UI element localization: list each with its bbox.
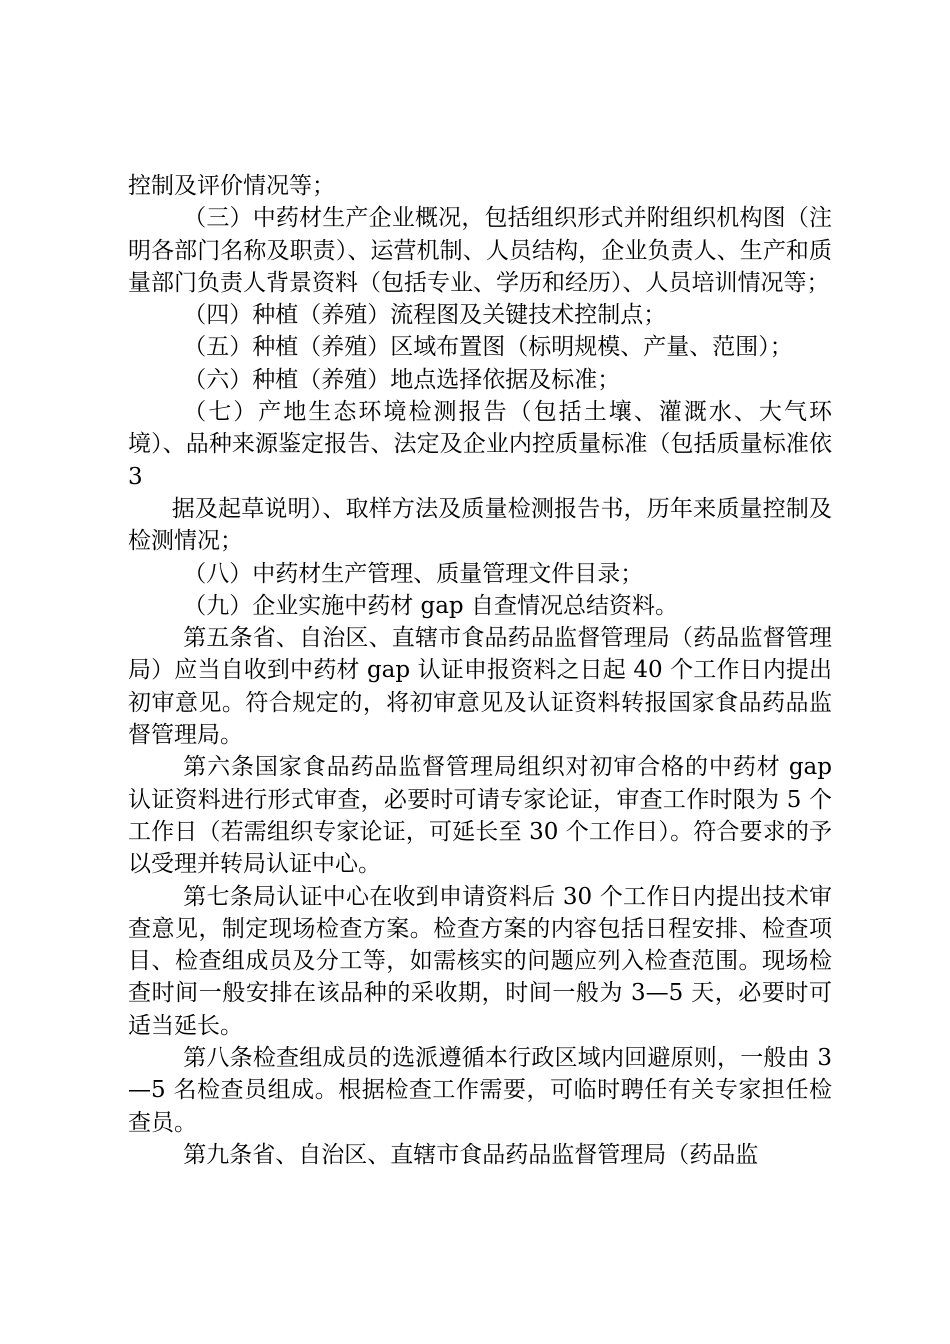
paragraph-item-5: （五）种植（养殖）区域布置图（标明规模、产量、范围）； — [183, 334, 793, 361]
paragraph-continuation: 控制及评价情况等； — [128, 173, 335, 199]
paragraph-item-7: （七）产地生态环境检测报告（包括土壤、灌溉水、大气环境）、品种来源鉴定报告、法定及企业内控质量标准（包括质量标准依 3 — [128, 399, 832, 490]
paragraph-article-7: 第七条局认证中心在收到申请资料后 30 个工作日内提出技术审查意见，制定现场检查方案。检查方案的内容包括日程安排、检查项目、检查组成员及分工等，如需核实的问题应列入检查范围。现场检查时间一般安排在该品种的采收期，时间一般为 3—5 天，必要时可适当延长。 — [128, 883, 832, 1039]
paragraph-item-7-continued: 据及起草说明）、取样方法及质量检测报告书，历年来质量控制及检测情况； — [128, 495, 832, 555]
paragraph-article-5: 第五条省、自治区、直辖市食品药品监督管理局（药品监督管理局）应当自收到中药材 gap 认证申报资料之日起 40 个工作日内提出初审意见。符合规定的，将初审意见及认证资料转报国家食品药品监督管理局。 — [128, 625, 832, 749]
paragraph-item-6: （六）种植（养殖）地点选择依据及标准； — [183, 366, 621, 393]
paragraph-item-3: （三）中药材生产企业概况，包括组织形式并附组织机构图（注明各部门名称及职责）、运营机制、人员结构，企业负责人、生产和质量部门负责人背景资料（包括专业、学历和经历）、人员培训情况等； — [128, 205, 832, 296]
paragraph-item-8: （八）中药材生产管理、质量管理文件目录； — [183, 560, 644, 587]
document-body — [128, 170, 832, 1171]
paragraph-item-9: （九）企业实施中药材 gap 自查情况总结资料。 — [183, 592, 678, 619]
paragraph-article-8: 第八条检查组成员的选派遵循本行政区域内回避原则，一般由 3—5 名检查员组成。根据检查工作需要，可临时聘任有关专家担任检查员。 — [128, 1045, 832, 1136]
paragraph-article-9: 第九条省、自治区、直辖市食品药品监督管理局（药品监 — [183, 1141, 759, 1168]
paragraph-item-4: （四）种植（养殖）流程图及关键技术控制点； — [183, 302, 667, 329]
paragraph-article-6: 第六条国家食品药品监督管理局组织对初审合格的中药材 gap 认证资料进行形式审查，必要时可请专家论证，审查工作时限为 5 个工作日（若需组织专家论证，可延长至 30 个工作日）。符合要求的予以受理并转局认证中心。 — [128, 754, 832, 878]
